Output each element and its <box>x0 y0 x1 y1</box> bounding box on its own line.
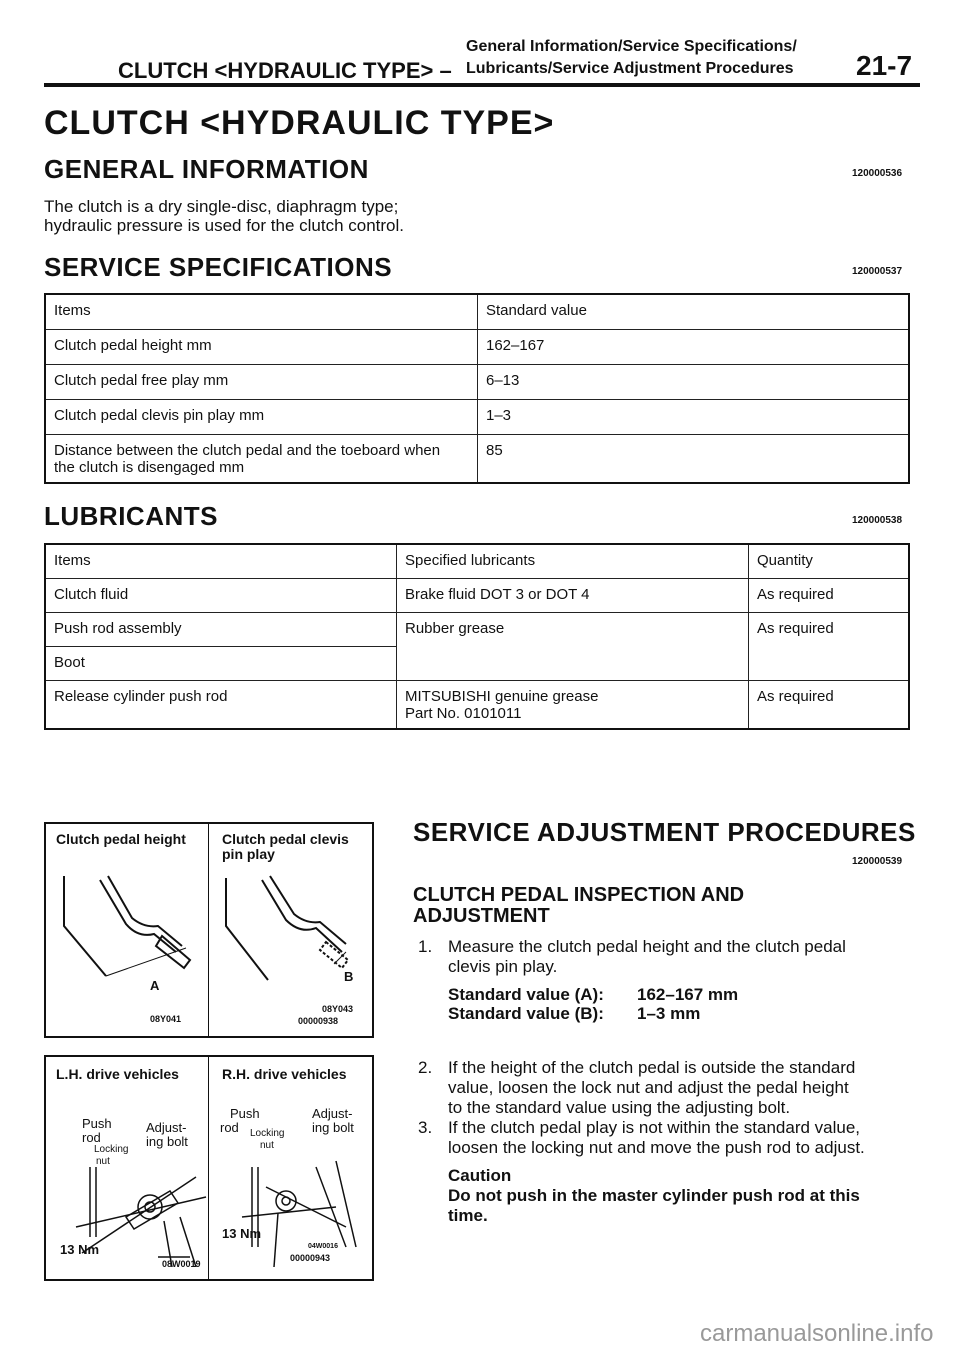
header-right-line1: General Information/Service Specifications/ <box>466 38 797 55</box>
table-cell <box>397 681 749 730</box>
step1-number: 1. <box>418 937 433 956</box>
figure-code-left: 08Y041 <box>150 1014 182 1024</box>
table-cell: Clutch pedal height mm <box>45 330 478 365</box>
general-information-heading: GENERAL INFORMATION <box>44 154 369 184</box>
label-torque-right: 13 Nm <box>222 1226 262 1241</box>
table-cell: 162–167 <box>478 330 910 365</box>
step3-line1: If the clutch pedal play is not within the standard value, <box>448 1118 861 1137</box>
table-cell: Push rod assembly <box>45 613 397 647</box>
service-specifications-heading: SERVICE SPECIFICATIONS <box>44 252 393 282</box>
label-ing-bolt-right: ing bolt <box>312 1120 354 1135</box>
caution-line1: Do not push in the master cylinder push rod at this <box>448 1186 860 1205</box>
label-push-right: Push <box>230 1106 260 1121</box>
step1-line2: clevis pin play. <box>448 957 558 976</box>
table-cell: As required <box>749 613 910 681</box>
label-b: B <box>344 969 354 984</box>
step2-line1: If the height of the clutch pedal is outside the standard <box>448 1058 856 1077</box>
figure-left-title: Clutch pedal height <box>56 831 186 847</box>
general-information-line1: The clutch is a dry single-disc, diaphragm type; <box>44 197 399 216</box>
label-nut: nut <box>96 1156 110 1167</box>
table-row <box>45 435 909 484</box>
standard-a-value: 162–167 mm <box>637 985 739 1004</box>
label-push: Push <box>82 1116 112 1131</box>
table-cell-line: MITSUBISHI genuine grease <box>405 688 599 705</box>
service-specifications-code: 120000537 <box>852 266 903 277</box>
table-row <box>45 613 909 647</box>
table-row <box>45 681 909 730</box>
table-header-cell: Standard value <box>478 294 910 330</box>
service-specifications-table <box>44 293 910 484</box>
label-locking: Locking <box>94 1144 129 1155</box>
table-cell: Boot <box>45 647 397 681</box>
figure-code-right1: 04W0016 <box>308 1243 338 1250</box>
figure-left-title: L.H. drive vehicles <box>56 1066 179 1082</box>
lubricants-code: 120000538 <box>852 515 903 526</box>
table-cell: Release cylinder push rod <box>45 681 397 730</box>
figure-code-right1: 08Y043 <box>322 1004 354 1014</box>
push-rod-illustration <box>46 1157 372 1267</box>
table-cell: 1–3 <box>478 400 910 435</box>
table-cell-line: the clutch is disengaged mm <box>54 459 245 476</box>
figure-push-rod <box>44 1055 374 1281</box>
pedal-illustration <box>46 864 372 1024</box>
header-right-line2: Lubricants/Service Adjustment Procedures <box>466 60 794 77</box>
page-title: CLUTCH <HYDRAULIC TYPE> <box>44 104 555 142</box>
adjustment-subheading-line1: CLUTCH PEDAL INSPECTION AND <box>413 884 745 906</box>
table-row <box>45 400 909 435</box>
figure-right-title-line1: Clutch pedal clevis <box>222 831 349 847</box>
standard-b-value: 1–3 mm <box>637 1004 701 1023</box>
general-information-code: 120000536 <box>852 168 903 179</box>
step2-line3: to the standard value using the adjusting bolt. <box>448 1098 791 1117</box>
adjustment-code: 120000539 <box>852 856 903 867</box>
label-adjust: Adjust- <box>146 1120 187 1135</box>
table-row <box>45 330 909 365</box>
label-ing-bolt: ing bolt <box>146 1134 188 1149</box>
standard-a-label: Standard value (A): <box>448 985 604 1004</box>
step2-line2: value, loosen the lock nut and adjust the pedal height <box>448 1078 849 1097</box>
header-left: CLUTCH <HYDRAULIC TYPE> – <box>118 58 452 83</box>
step3-line2: loosen the locking nut and move the push rod to adjust. <box>448 1138 865 1157</box>
figure-pedal-height <box>44 822 374 1038</box>
table-cell-line: Part No. 0101011 <box>405 705 522 722</box>
table-header-cell: Specified lubricants <box>397 544 749 579</box>
general-information-line2: hydraulic pressure is used for the clutch control. <box>44 216 405 235</box>
table-cell: As required <box>749 681 910 730</box>
footer-watermark[interactable]: carmanualsonline.info <box>700 1320 934 1347</box>
table-header-row <box>45 544 909 579</box>
table-cell: Clutch pedal free play mm <box>45 365 478 400</box>
table-cell: 6–13 <box>478 365 910 400</box>
lubricants-table <box>44 543 910 730</box>
label-nut-right: nut <box>260 1140 274 1151</box>
caution-line2: time. <box>448 1206 488 1225</box>
step2-number: 2. <box>418 1058 433 1077</box>
table-header-cell: Quantity <box>749 544 910 579</box>
table-cell: As required <box>749 579 910 613</box>
table-cell: Brake fluid DOT 3 or DOT 4 <box>397 579 749 613</box>
standard-b-label: Standard value (B): <box>448 1004 604 1023</box>
figure-code-right2: 00000943 <box>290 1253 331 1263</box>
lubricants-heading: LUBRICANTS <box>44 501 218 531</box>
page-number: 21-7 <box>856 50 913 81</box>
label-torque-left: 13 Nm <box>60 1242 100 1257</box>
table-cell: 85 <box>478 435 910 484</box>
label-rod: rod <box>82 1130 101 1145</box>
figure-code-right2: 00000938 <box>298 1016 339 1026</box>
table-cell-line: Distance between the clutch pedal and the toeboard when <box>54 442 441 459</box>
adjustment-subheading-line2: ADJUSTMENT <box>413 905 550 927</box>
step1-line1: Measure the clutch pedal height and the clutch pedal <box>448 937 846 956</box>
table-cell: Clutch fluid <box>45 579 397 613</box>
table-header-cell: Items <box>45 544 397 579</box>
figure-code-left: 08W0019 <box>162 1259 201 1269</box>
step3-number: 3. <box>418 1118 433 1137</box>
table-cell: Rubber grease <box>397 613 749 681</box>
table-header-row <box>45 294 909 330</box>
caution-title: Caution <box>448 1166 512 1185</box>
table-cell <box>45 435 478 484</box>
adjustment-heading: SERVICE ADJUSTMENT PROCEDURES <box>413 817 916 847</box>
table-row <box>45 579 909 613</box>
table-row <box>45 365 909 400</box>
header-rule <box>44 83 920 87</box>
label-a: A <box>150 978 160 993</box>
table-cell: Clutch pedal clevis pin play mm <box>45 400 478 435</box>
label-rod-right: rod <box>220 1120 239 1135</box>
figure-right-title-line2: pin play <box>222 846 275 862</box>
label-adjust-right: Adjust- <box>312 1106 353 1121</box>
table-header-cell: Items <box>45 294 478 330</box>
figure-right-title: R.H. drive vehicles <box>222 1066 347 1082</box>
label-locking-right: Locking <box>250 1128 285 1139</box>
